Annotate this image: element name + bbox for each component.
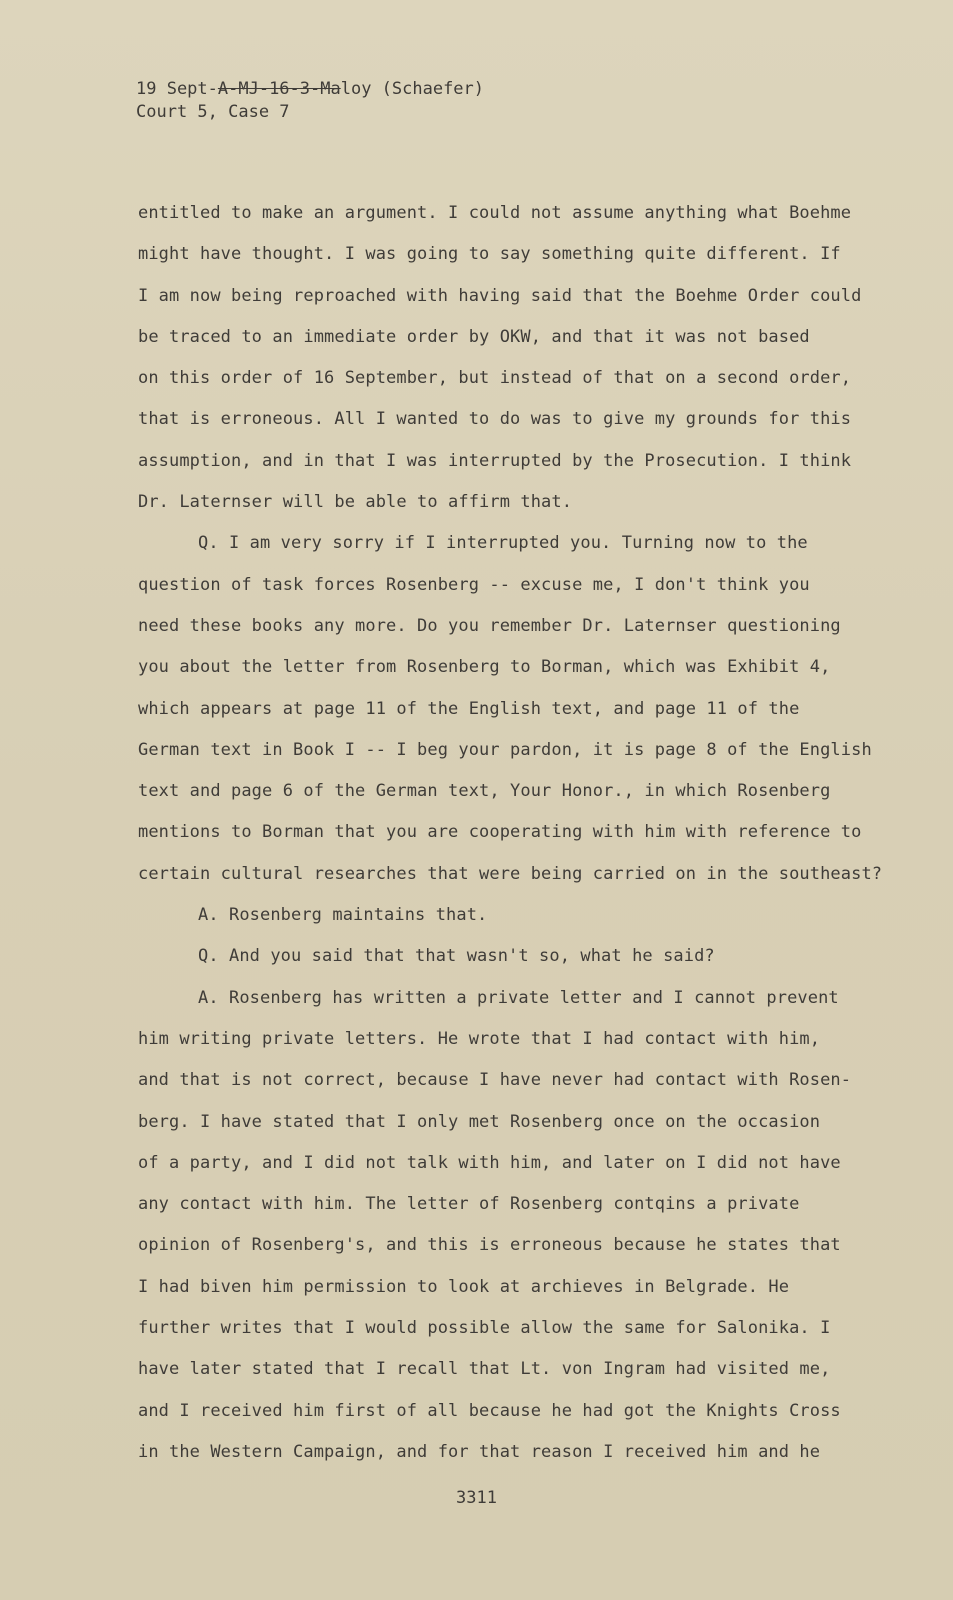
header-line-2: Court 5, Case 7 [136,102,290,122]
struck-text: A-MJ-16-3-Ma [217,79,341,99]
text-line: be traced to an immediate order by OKW, and that it was not based [138,326,810,347]
text-line: which appears at page 11 of the English text, and page 11 of the [138,698,800,719]
header-line-1: 19 Sept-A-MJ-16-3-Maloy (Schaefer) [136,79,485,99]
text-line: A. Rosenberg has written a private letter and I cannot prevent [198,987,839,1008]
document-header [136,78,484,124]
text-line: have later stated that I recall that Lt. von Ingram had visited me, [138,1359,831,1380]
text-line: I had biven him permission to look at archieves in Belgrade. He [138,1276,790,1297]
text-line: question of task forces Rosenberg -- excuse me, I don't think you [138,574,810,595]
text-line: berg. I have stated that I only met Rosenberg once on the occasion [138,1111,821,1132]
text-line: you about the letter from Rosenberg to Borman, which was Exhibit 4, [138,657,831,678]
text-line: A. Rosenberg maintains that. [198,905,488,926]
text-line: need these books any more. Do you remember Dr. Laternser questioning [138,615,841,636]
text-line: him writing private letters. He wrote that I had contact with him, [138,1028,821,1049]
text-line: text and page 6 of the German text, Your Honor., in which Rosenberg [138,781,831,802]
text-line: further writes that I would possible allow the same for Salonika. I [138,1318,831,1339]
text-line: I am now being reproached with having said that the Boehme Order could [138,285,862,306]
text-line: Dr. Laternser will be able to affirm that. [138,492,573,513]
text-line: assumption, and in that I was interrupted by the Prosecution. I think [138,450,852,471]
text-line: of a party, and I did not talk with him, and later on I did not have [138,1152,841,1173]
text-line: entitled to make an argument. I could not assume anything what Boehme [138,203,852,223]
text-line: and I received him first of all because he had got the Knights Cross [138,1400,841,1421]
text-line: any contact with him. The letter of Rosenberg contqins a private [138,1194,800,1215]
text-line: opinion of Rosenberg's, and this is erroneous because he states that [138,1235,841,1256]
text-line: on this order of 16 September, but instead of that on a second order, [138,368,852,389]
text-line: Q. And you said that that wasn't so, what he said? [198,946,715,967]
text-line: German text in Book I -- I beg your pardon, it is page 8 of the English [138,739,872,760]
text-line: certain cultural researches that were being carried on in the southeast? [138,863,883,884]
text-line: in the Western Campaign, and for that reason I received him and he [138,1441,821,1462]
text-line: and that is not correct, because I have never had contact with Rosen- [138,1070,852,1091]
document-body [138,193,883,1473]
text-line: that is erroneous. All I wanted to do was to give my grounds for this [138,409,852,430]
text-line: mentions to Borman that you are cooperating with him with reference to [138,822,862,843]
page-number: 3311 [456,1488,497,1508]
text-line: might have thought. I was going to say something quite different. If [138,244,841,265]
text-line: Q. I am very sorry if I interrupted you. Turning now to the [198,533,808,554]
